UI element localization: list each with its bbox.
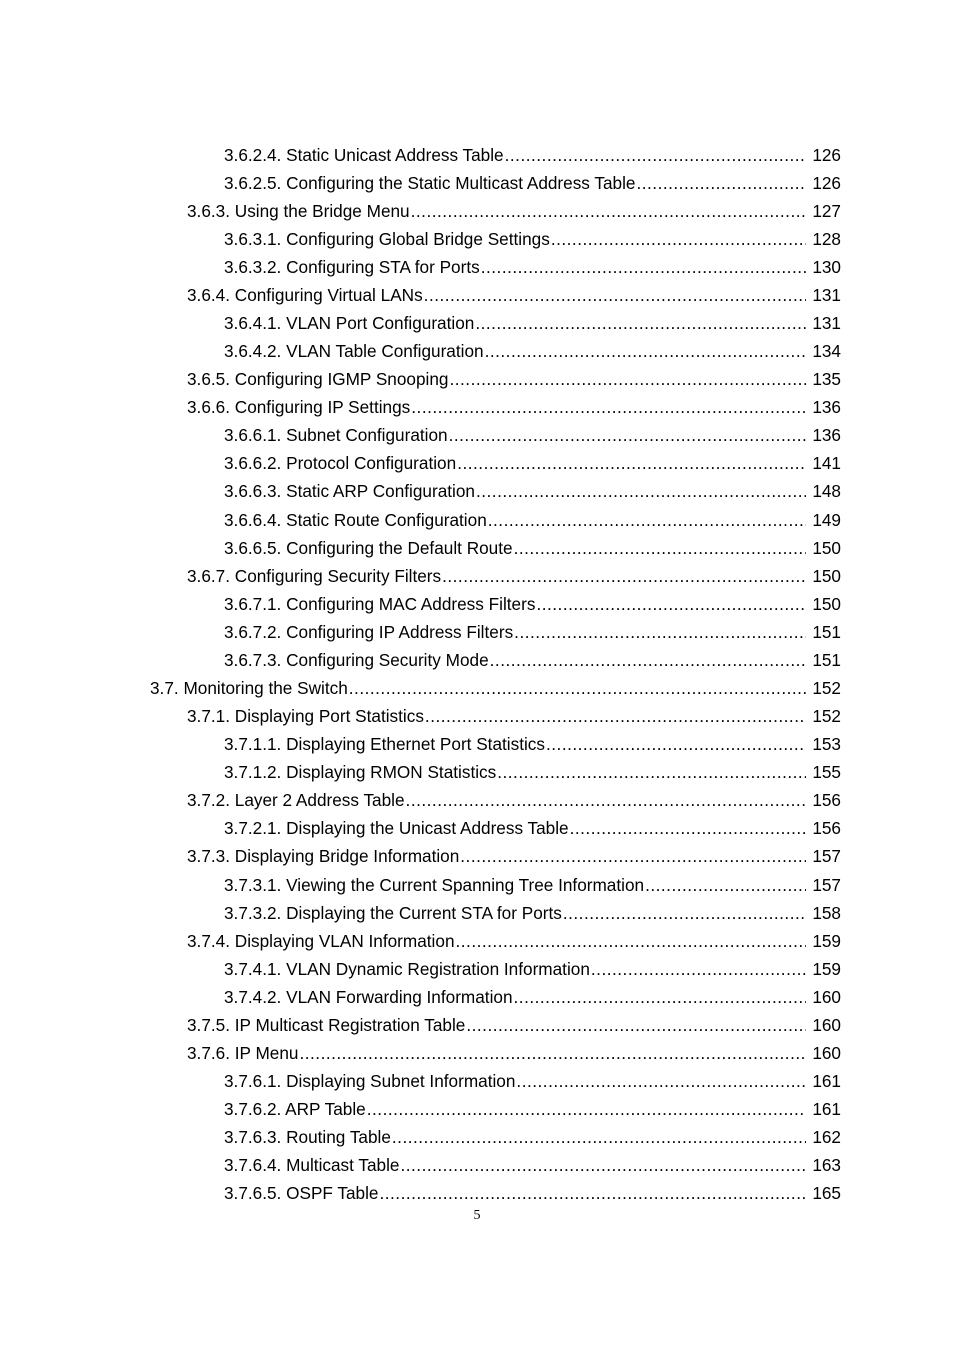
toc-entry-title: 3.6.6.3. Static ARP Configuration [224, 481, 475, 502]
toc-entry-title: 3.6.4.1. VLAN Port Configuration [224, 313, 475, 333]
toc-dot-leader [514, 987, 806, 1008]
toc-entry[interactable] [0, 1152, 954, 1180]
toc-entry[interactable] [0, 731, 954, 759]
toc-dot-leader [442, 566, 806, 587]
toc-entry-page: 160 [812, 1043, 841, 1064]
toc-entry-page: 157 [812, 874, 841, 895]
toc-dot-leader [551, 229, 806, 250]
toc-entry-title: 3.7.6.2. ARP Table [224, 1099, 366, 1120]
toc-entry[interactable] [0, 197, 954, 225]
toc-entry-page: 134 [812, 341, 841, 362]
toc-entry[interactable] [0, 674, 954, 702]
toc-entry[interactable] [0, 281, 954, 309]
toc-entry-page: 161 [812, 1071, 841, 1092]
toc-entry[interactable] [0, 1096, 954, 1124]
toc-dot-leader [392, 1127, 806, 1148]
toc-dot-leader [497, 762, 806, 783]
toc-entry-title: 3.7.5. IP Multicast Registration Table [187, 1014, 466, 1035]
toc-entry-title: 3.7.4.2. VLAN Forwarding Information [224, 986, 513, 1007]
toc-entry[interactable] [0, 450, 954, 478]
toc-entry-title: 3.6.6.4. Static Route Configuration [224, 509, 487, 530]
toc-entry-page: 131 [812, 284, 841, 305]
toc-entry[interactable] [0, 703, 954, 731]
toc-entry-title: 3.6.4.2. VLAN Table Configuration [224, 341, 484, 362]
toc-entry[interactable] [0, 1124, 954, 1152]
toc-entry-page: 152 [812, 678, 841, 699]
toc-entry[interactable] [0, 562, 954, 590]
toc-entry-title: 3.6.6.1. Subnet Configuration [224, 425, 448, 446]
toc-dot-leader [570, 818, 806, 839]
toc-entry-page: 131 [812, 313, 841, 333]
page-number: 5 [473, 1208, 481, 1223]
toc-entry[interactable] [0, 394, 954, 422]
toc-entry[interactable] [0, 815, 954, 843]
toc-entry-page: 161 [812, 1099, 841, 1120]
toc-entry[interactable] [0, 1068, 954, 1096]
toc-dot-leader [449, 425, 806, 446]
toc-dot-leader [466, 1015, 806, 1036]
toc-entry-page: 150 [812, 593, 841, 614]
toc-entry-title: 3.7.1.2. Displaying RMON Statistics [224, 762, 497, 783]
toc-dot-leader [476, 481, 806, 502]
toc-entry-title: 3.6.3. Using the Bridge Menu [187, 200, 410, 221]
toc-dot-leader [563, 903, 806, 924]
toc-entry-title: 3.7.6. IP Menu [187, 1043, 299, 1064]
toc-entry[interactable] [0, 422, 954, 450]
toc-dot-leader [514, 538, 806, 559]
toc-entry[interactable] [0, 366, 954, 394]
toc-entry-page: 136 [812, 397, 841, 418]
toc-dot-leader [460, 846, 806, 867]
toc-entry[interactable] [0, 1180, 954, 1208]
toc-dot-leader [514, 622, 806, 643]
toc-dot-leader [505, 145, 806, 166]
toc-entry-page: 135 [812, 369, 841, 390]
toc-entry-page: 150 [812, 565, 841, 586]
toc-entry-title: 3.6.2.5. Configuring the Static Multicast Address Table [224, 172, 636, 193]
toc-entry-title: 3.7. Monitoring the Switch [150, 678, 348, 699]
toc-dot-leader [591, 959, 806, 980]
toc-entry-page: 155 [812, 762, 841, 783]
toc-dot-leader [457, 453, 806, 474]
toc-entry-page: 153 [812, 734, 841, 755]
toc-entry-title: 3.6.4. Configuring Virtual LANs [187, 284, 423, 305]
toc-entry-title: 3.6.6. Configuring IP Settings [187, 397, 411, 418]
toc-dot-leader [456, 931, 807, 952]
toc-entry-page: 159 [812, 930, 841, 951]
toc-entry[interactable] [0, 927, 954, 955]
table-of-contents [0, 141, 954, 1208]
toc-entry-title: 3.7.1.1. Displaying Ethernet Port Statistics [224, 734, 545, 755]
toc-entry[interactable] [0, 1011, 954, 1039]
toc-entry-title: 3.7.6.5. OSPF Table [224, 1183, 379, 1204]
toc-dot-leader [424, 285, 806, 306]
toc-dot-leader [425, 706, 806, 727]
toc-entry[interactable] [0, 141, 954, 169]
toc-entry[interactable] [0, 225, 954, 253]
toc-entry-title: 3.6.5. Configuring IGMP Snooping [187, 369, 449, 390]
toc-dot-leader [367, 1099, 806, 1120]
toc-entry-title: 3.7.2.1. Displaying the Unicast Address Table [224, 818, 569, 839]
toc-entry[interactable] [0, 309, 954, 337]
toc-dot-leader [636, 173, 806, 194]
toc-entry-page: 156 [812, 818, 841, 839]
toc-entry-page: 152 [812, 706, 841, 727]
toc-dot-leader [411, 397, 806, 418]
toc-dot-leader [546, 734, 806, 755]
toc-entry-page: 159 [812, 958, 841, 979]
toc-entry-title: 3.7.6.3. Routing Table [224, 1127, 391, 1148]
toc-entry-page: 151 [812, 649, 841, 670]
toc-dot-leader [536, 594, 806, 615]
toc-dot-leader [349, 678, 806, 699]
toc-entry-title: 3.6.3.2. Configuring STA for Ports [224, 256, 480, 277]
toc-dot-leader [406, 790, 806, 811]
toc-dot-leader [645, 875, 806, 896]
toc-dot-leader [488, 510, 806, 531]
toc-entry-title: 3.7.6.4. Multicast Table [224, 1155, 400, 1176]
toc-entry-page: 165 [812, 1183, 841, 1204]
toc-entry[interactable] [0, 338, 954, 366]
toc-entry-title: 3.7.3. Displaying Bridge Information [187, 846, 460, 867]
toc-entry-page: 126 [812, 172, 841, 193]
toc-entry-title: 3.7.6.1. Displaying Subnet Information [224, 1071, 516, 1092]
toc-entry[interactable] [0, 843, 954, 871]
toc-entry[interactable] [0, 787, 954, 815]
toc-dot-leader [475, 313, 806, 334]
toc-entry-page: 126 [812, 144, 841, 165]
toc-entry-page: 158 [812, 902, 841, 923]
toc-dot-leader [411, 201, 806, 222]
toc-entry-title: 3.6.2.4. Static Unicast Address Table [224, 144, 504, 165]
toc-entry[interactable] [0, 955, 954, 983]
toc-dot-leader [481, 257, 806, 278]
toc-entry-page: 157 [812, 846, 841, 867]
toc-entry-page: 130 [812, 256, 841, 277]
toc-dot-leader [379, 1183, 806, 1204]
toc-entry-title: 3.6.7.2. Configuring IP Address Filters [224, 621, 514, 642]
toc-entry[interactable] [0, 983, 954, 1011]
toc-entry-page: 149 [812, 509, 841, 530]
toc-entry-title: 3.7.2. Layer 2 Address Table [187, 790, 405, 811]
toc-entry-page: 136 [812, 425, 841, 446]
toc-entry-title: 3.7.4.1. VLAN Dynamic Registration Information [224, 958, 590, 979]
toc-entry[interactable] [0, 871, 954, 899]
toc-entry[interactable] [0, 478, 954, 506]
toc-dot-leader [490, 650, 806, 671]
toc-entry[interactable] [0, 534, 954, 562]
toc-entry-title: 3.7.3.2. Displaying the Current STA for Ports [224, 902, 562, 923]
toc-entry-page: 128 [812, 228, 841, 249]
toc-entry-page: 148 [812, 481, 841, 502]
toc-entry[interactable] [0, 506, 954, 534]
toc-entry-title: 3.6.3.1. Configuring Global Bridge Settings [224, 228, 550, 249]
toc-entry-page: 160 [812, 1014, 841, 1035]
toc-dot-leader [299, 1043, 806, 1064]
toc-entry-page: 141 [812, 453, 841, 474]
toc-entry[interactable] [0, 169, 954, 197]
toc-entry-title: 3.6.7.3. Configuring Security Mode [224, 649, 489, 670]
toc-entry-title: 3.6.6.2. Protocol Configuration [224, 453, 457, 474]
toc-entry-title: 3.7.1. Displaying Port Statistics [187, 706, 424, 727]
toc-entry-page: 160 [812, 986, 841, 1007]
toc-entry[interactable] [0, 618, 954, 646]
toc-entry[interactable] [0, 759, 954, 787]
toc-entry-title: 3.6.7.1. Configuring MAC Address Filters [224, 593, 536, 614]
toc-entry[interactable] [0, 646, 954, 674]
toc-entry[interactable] [0, 253, 954, 281]
toc-entry-title: 3.7.3.1. Viewing the Current Spanning Tree Information [224, 874, 645, 895]
toc-dot-leader [400, 1155, 806, 1176]
toc-dot-leader [516, 1071, 806, 1092]
toc-dot-leader [485, 341, 806, 362]
toc-entry-title: 3.6.6.5. Configuring the Default Route [224, 537, 513, 558]
toc-entry-page: 162 [812, 1127, 841, 1148]
toc-entry[interactable] [0, 1040, 954, 1068]
toc-dot-leader [449, 369, 806, 390]
toc-entry-page: 127 [812, 200, 841, 221]
toc-entry-page: 150 [812, 537, 841, 558]
toc-entry-title: 3.7.4. Displaying VLAN Information [187, 930, 455, 951]
toc-entry[interactable] [0, 590, 954, 618]
toc-entry-page: 163 [812, 1155, 841, 1176]
toc-entry[interactable] [0, 899, 954, 927]
toc-entry-page: 156 [812, 790, 841, 811]
toc-entry-page: 151 [812, 621, 841, 642]
toc-entry-title: 3.6.7. Configuring Security Filters [187, 565, 442, 586]
